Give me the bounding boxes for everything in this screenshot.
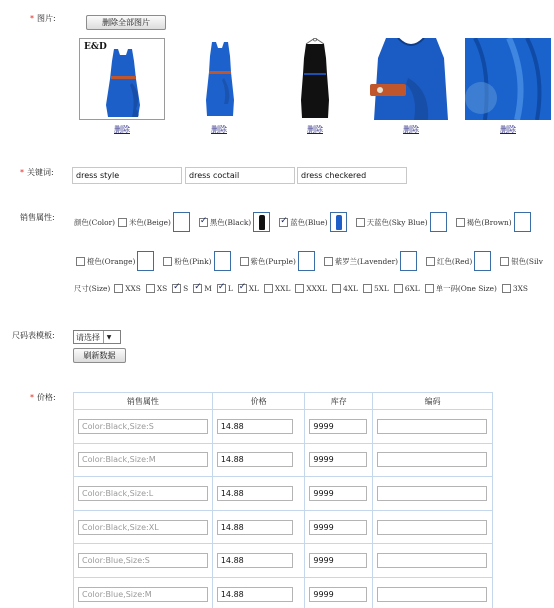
table-row [74,510,493,544]
checkbox[interactable] [163,257,172,266]
table-row [74,410,493,444]
sales-attributes-label: 销售属性: [20,213,55,222]
size-option-xs[interactable]: XS [146,284,167,293]
checkbox[interactable] [114,284,123,293]
code-input[interactable] [377,520,487,535]
checkbox[interactable] [332,284,341,293]
checkbox-checked[interactable] [279,218,288,227]
price-input[interactable]: 14.88 [217,486,293,501]
stock-input[interactable]: 9999 [309,553,367,568]
checkbox[interactable] [240,257,249,266]
color-option-sky-blue[interactable]: 天蓝色(Sky Blue) [356,212,451,232]
checkbox[interactable] [363,284,372,293]
stock-input[interactable]: 9999 [309,452,367,467]
size-option-xxxl[interactable]: XXXL [295,284,327,293]
checkbox-checked[interactable] [172,284,181,293]
code-input[interactable] [377,452,487,467]
checkbox[interactable] [324,257,333,266]
product-image-3[interactable] [272,38,358,120]
select-value: 请选择 [76,332,100,342]
checkbox[interactable] [118,218,127,227]
keyword-input-3[interactable] [297,167,407,184]
code-input[interactable] [377,419,487,434]
column-header-price: 价格 [212,393,305,410]
checkbox[interactable] [426,257,435,266]
price-input[interactable]: 14.88 [217,452,293,467]
color-swatch[interactable] [474,251,491,271]
size-option-l[interactable]: ✓ L [217,284,233,293]
size-label: 尺寸(Size) [74,283,111,293]
brand-logo: E&D [84,42,107,52]
attribute-field: Color:Blue,Size:M [78,587,208,602]
color-swatch[interactable] [173,212,190,232]
product-image-5[interactable] [465,38,551,120]
delete-image-link[interactable]: 删除 [500,125,516,134]
size-option-xl[interactable]: ✓ XL [238,284,259,293]
checkbox[interactable] [502,284,511,293]
size-option-s[interactable]: ✓ S [172,284,188,293]
product-image-1[interactable] [79,38,165,120]
delete-image-link[interactable]: 删除 [307,125,323,134]
color-swatch[interactable] [400,251,417,271]
color-option-orange[interactable]: 橙色(Orange) [76,251,158,271]
black-dress-image [272,38,358,120]
size-option-xxl[interactable]: XXL [264,284,290,293]
color-option-brown[interactable]: 褐色(Brown) [456,212,535,232]
attribute-field: Color:Black,Size:XL [78,520,208,535]
size-options-row [74,281,533,295]
checkbox[interactable] [264,284,273,293]
column-header-code: 编码 [373,393,493,410]
color-option-blue[interactable]: ✓ 蓝色(Blue) [279,212,350,232]
checkbox-checked[interactable] [238,284,247,293]
table-row [74,443,493,477]
checkbox[interactable] [146,284,155,293]
size-template-select[interactable] [73,330,121,344]
size-template-label: 尺码表模板: [12,331,55,340]
price-label: * 价格: [30,393,56,402]
color-option-black[interactable]: ✓ 黑色(Black) [199,212,274,232]
size-option-one-size[interactable]: 单一码(One Size) [425,283,497,294]
code-input[interactable] [377,486,487,501]
attribute-field: Color:Black,Size:L [78,486,208,501]
size-option-m[interactable]: ✓ M [193,284,212,293]
checkbox[interactable] [295,284,304,293]
blue-ruffle-detail-image [465,38,551,120]
color-label: 颜色(Color) [74,217,115,227]
price-input[interactable]: 14.88 [217,520,293,535]
checkbox-checked[interactable] [199,218,208,227]
chevron-down-icon[interactable]: ▼ [103,331,114,343]
product-image-2[interactable] [176,38,262,120]
stock-input[interactable]: 9999 [309,587,367,602]
table-header-row [74,393,493,410]
checkbox[interactable] [76,257,85,266]
table-row [74,577,493,608]
column-header-attribute: 销售属性 [74,393,213,410]
keyword-input-2[interactable] [185,167,295,184]
delete-image-link[interactable]: 删除 [211,125,227,134]
color-swatch[interactable] [137,251,154,271]
code-input[interactable] [377,587,487,602]
price-input[interactable]: 14.88 [217,553,293,568]
price-input[interactable]: 14.88 [217,419,293,434]
color-option-silver[interactable]: 银色(Silv [500,256,543,267]
color-option-beige[interactable]: 米色(Beige) [118,212,194,232]
size-option-5xl[interactable]: 5XL [363,284,389,293]
color-swatch[interactable] [298,251,315,271]
refresh-data-button[interactable]: 刷新数据 [73,348,126,363]
color-option-purple[interactable]: 紫色(Purple) [240,251,319,271]
required-star: * [30,14,34,23]
keyword-input-1[interactable] [72,167,182,184]
delete-image-link[interactable]: 删除 [114,125,130,134]
images-label: * 图片: [30,14,56,23]
attribute-field: Color:Black,Size:M [78,452,208,467]
stock-input[interactable]: 9999 [309,486,367,501]
size-option-xxs[interactable]: XXS [114,284,141,293]
color-swatch[interactable] [430,212,447,232]
column-header-stock: 库存 [305,393,373,410]
color-options-row-1 [74,211,540,233]
checkbox[interactable] [356,218,365,227]
required-star: * [20,168,24,177]
color-option-pink[interactable]: 粉色(Pink) [163,251,234,271]
product-image-4[interactable] [368,38,454,120]
delete-all-images-button[interactable]: 删除全部图片 [86,15,166,30]
color-option-lavender[interactable]: 紫罗兰(Lavender) [324,251,421,271]
checkbox[interactable] [500,257,509,266]
attribute-field: Color:Black,Size:S [78,419,208,434]
code-input[interactable] [377,553,487,568]
size-option-3xs[interactable]: 3XS [502,284,528,293]
keywords-label: * 关键词: [20,168,54,177]
stock-input[interactable]: 9999 [309,520,367,535]
blue-dress-belt-image [176,38,262,120]
checkbox[interactable] [394,284,403,293]
delete-image-link[interactable]: 删除 [403,125,419,134]
size-option-4xl[interactable]: 4XL [332,284,358,293]
table-row [74,544,493,578]
attribute-field: Color:Blue,Size:S [78,553,208,568]
price-table [73,392,493,608]
color-swatch[interactable] [214,251,231,271]
color-swatch-black[interactable] [253,212,270,232]
price-input[interactable]: 14.88 [217,587,293,602]
color-swatch[interactable] [514,212,531,232]
blue-dress-closeup-image [368,38,454,120]
color-swatch-blue[interactable] [330,212,347,232]
checkbox[interactable] [456,218,465,227]
size-option-6xl[interactable]: 6XL [394,284,420,293]
required-star: * [30,393,34,402]
stock-input[interactable]: 9999 [309,419,367,434]
checkbox-checked[interactable] [193,284,202,293]
checkbox[interactable] [425,284,434,293]
table-row [74,477,493,511]
color-option-red[interactable]: 红色(Red) [426,251,495,271]
checkbox-checked[interactable] [217,284,226,293]
color-options-row-2 [76,250,548,272]
